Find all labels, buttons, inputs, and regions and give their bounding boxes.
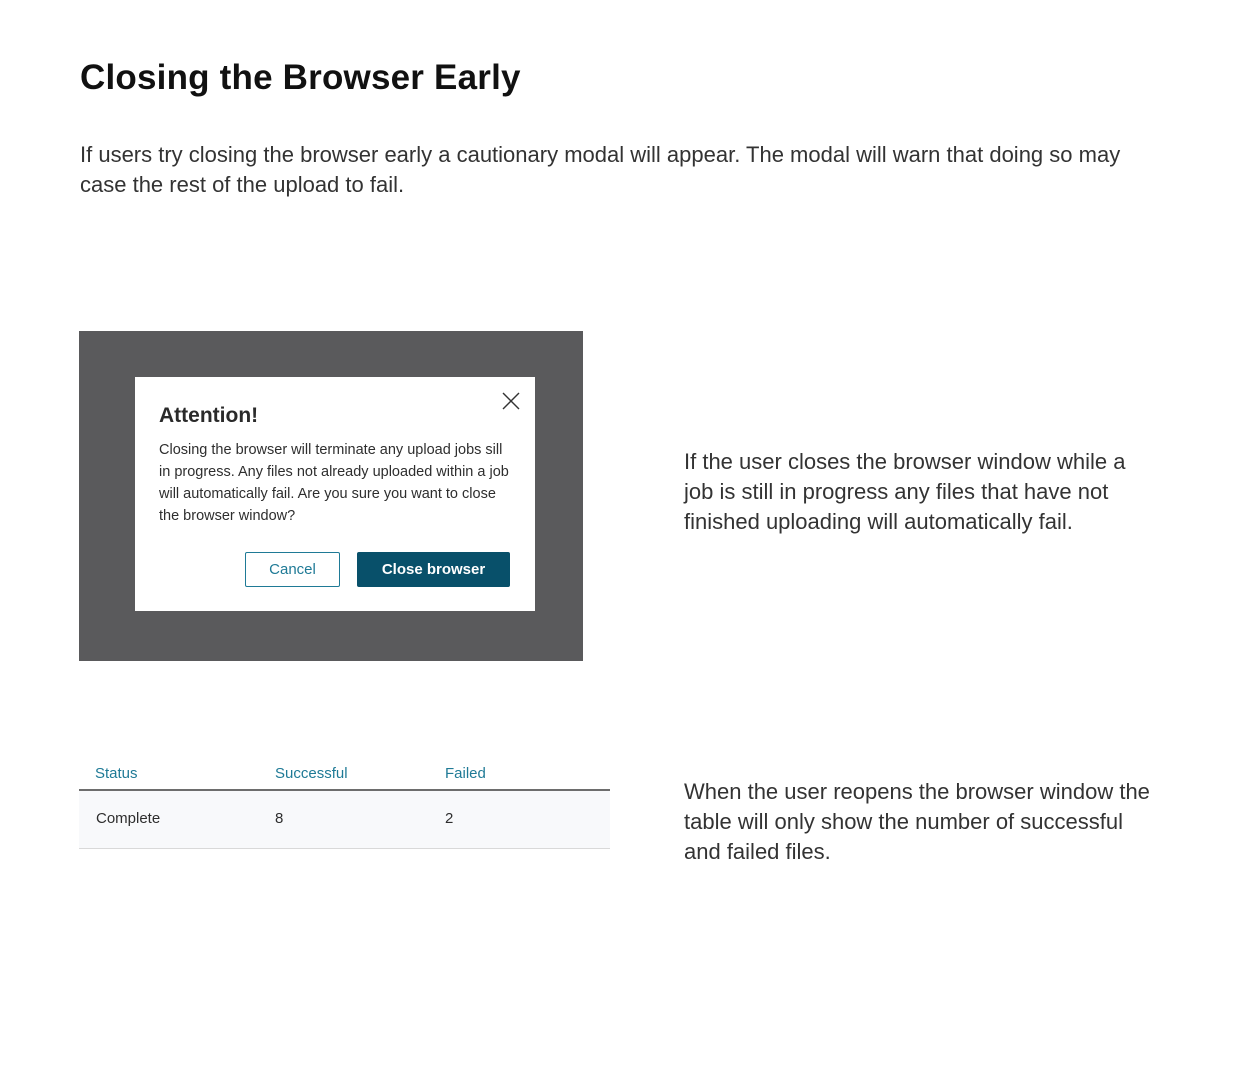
modal-description: If the user closes the browser window while a job is still in progress any files that have not finished uploading will automatically fail. xyxy=(684,449,1126,534)
intro-paragraph: If users try closing the browser early a cautionary modal will appear. The modal will warn that doing so may case the rest of the upload to fail. xyxy=(80,142,1121,197)
close-icon[interactable] xyxy=(501,391,521,411)
table-row xyxy=(79,791,610,849)
close-browser-button[interactable]: Close browser xyxy=(357,552,510,587)
modal-backdrop xyxy=(79,331,583,661)
cell-status: Complete xyxy=(96,810,161,827)
cell-successful: 8 xyxy=(275,810,284,827)
table-description: When the user reopens the browser window the table will only show the number of successful and failed files. xyxy=(684,779,1150,864)
modal-title: Attention! xyxy=(159,404,259,427)
status-table xyxy=(79,760,610,849)
page-title: Closing the Browser Early xyxy=(80,58,521,97)
column-header-failed[interactable]: Failed xyxy=(445,765,486,782)
table-header xyxy=(79,760,610,791)
column-header-status[interactable]: Status xyxy=(95,765,138,782)
cell-failed: 2 xyxy=(445,810,454,827)
column-header-successful[interactable]: Successful xyxy=(275,765,348,782)
cancel-button[interactable]: Cancel xyxy=(245,552,340,587)
attention-modal xyxy=(135,377,535,611)
modal-message: Closing the browser will terminate any upload jobs sill in progress. Any files not already uploaded within a job will automatically fail. Are you sure you want to close the browser window? xyxy=(159,442,509,524)
